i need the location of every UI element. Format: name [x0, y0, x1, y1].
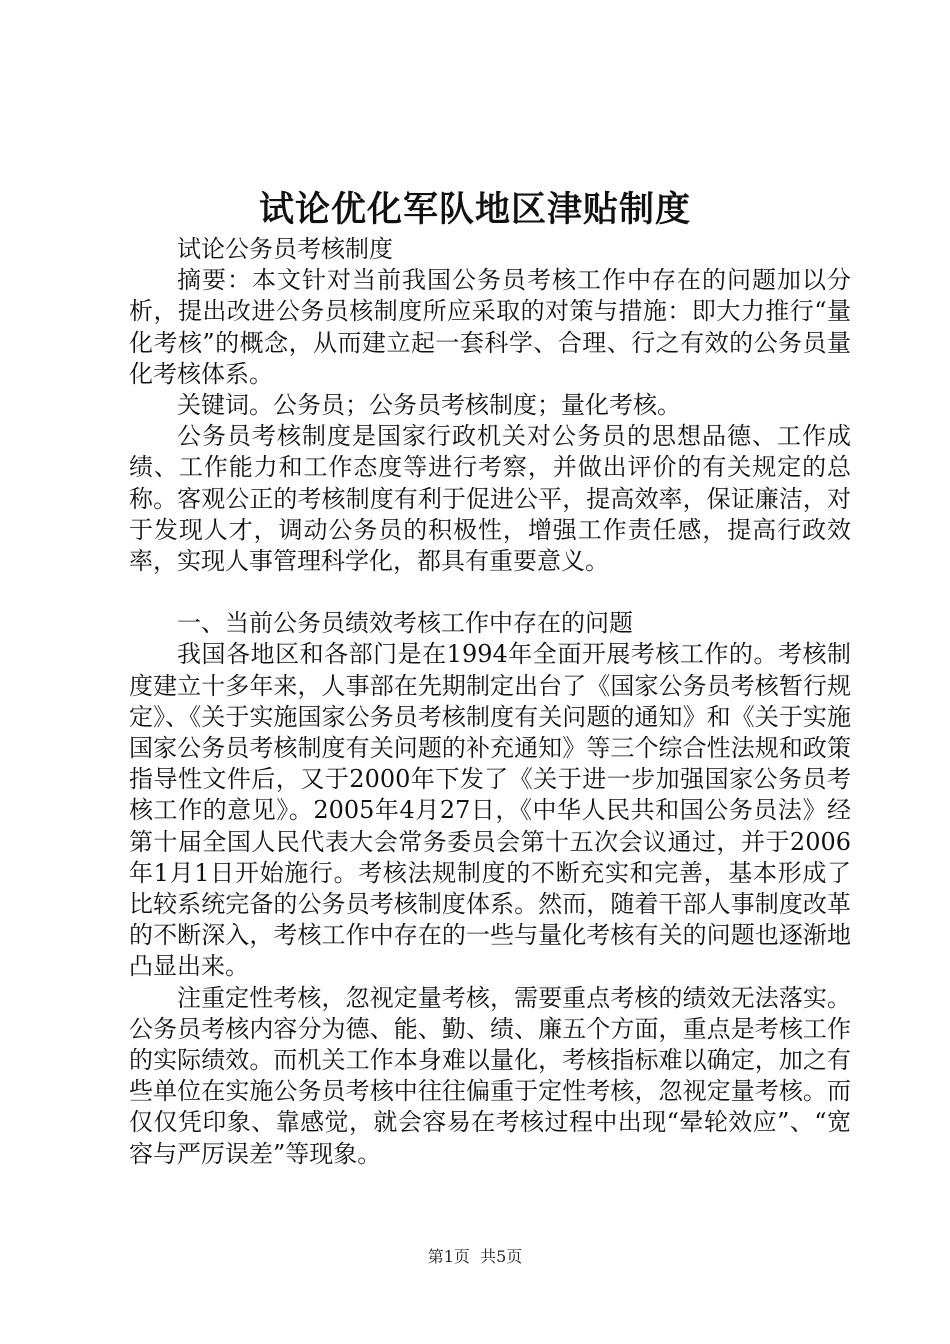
paragraph-abstract: 摘要：本文针对当前我国公务员考核工作中存在的问题加以分析，提出改进公务员核制度所应采取的对策与措施：即大力推行“量化考核”的概念，从而建立起一套科学、合理、行之有效的公务员量化考核体系。 [129, 266, 851, 388]
page-number: 第1页 共5页 [427, 1247, 523, 1266]
paragraph-body: 我国各地区和各部门是在1994年全面开展考核工作的。考核制度建立十多年来，人事部在先期制定出台了《国家公务员考核暂行规定》、《关于实施国家公务员考核制度有关问题的通知》和《关于实施国家公务员考核制度有关问题的补充通知》等三个综合性法规和政策指导性文件后，又于2000年下发了《关于进一步加强国家公务员考核工作的意见》。2005年4月27日，《中华人民共和国公务员法》经第十届全国人民代表大会常务委员会第十五次会议通过，并于2006年1月1日开始施行。考核法规制度的不断充实和完善，基本形成了比较系统完备的公务员考核制度体系。然而，随着干部人事制度改革的不断深入，考核工作中存在的一些与量化考核有关的问题也逐渐地凸显出来。 [129, 640, 851, 981]
page-title: 试论优化军队地区津贴制度 [258, 189, 691, 230]
section-heading: 一、当前公务员绩效考核工作中存在的问题 [177, 609, 633, 638]
paragraph-introduction: 公务员考核制度是国家行政机关对公务员的思想品德、工作成绩、工作能力和工作态度等进行考察，并做出评价的有关规定的总称。客观公正的考核制度有利于促进公平，提高效率，保证廉洁，对于发现人才，调动公务员的积极性，增强工作责任感，提高行政效率，实现人事管理科学化，都具有重要意义。 [129, 422, 851, 576]
paragraph-body: 注重定性考核，忽视定量考核，需要重点考核的绩效无法落实。公务员考核内容分为德、能、勤、绩、廉五个方面，重点是考核工作的实际绩效。而机关工作本身难以量化，考核指标难以确定，加之有些单位在实施公务员考核中往往偏重于定性考核，忽视定量考核。而仅仅凭印象、靠感觉，就会容易在考核过程中出现“晕轮效应”、“宽容与严厉误差”等现象。 [129, 983, 851, 1168]
document-body [129, 234, 851, 1170]
paragraph-keywords: 关键词。公务员；公务员考核制度；量化考核。 [177, 391, 681, 420]
paragraph-subtitle: 试论公务员考核制度 [177, 235, 393, 263]
